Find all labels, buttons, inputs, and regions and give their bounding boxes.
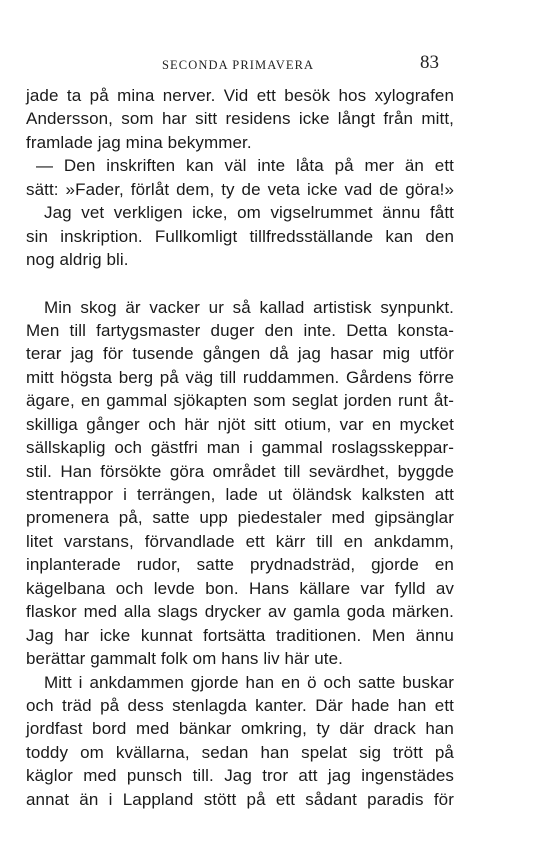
paragraph-gap [26,272,454,296]
text-line: annat än i Lappland stött på ett sådant paradis för [26,789,454,809]
text-line: jade ta på mina nerver. Vid ett besök hos xylografen [26,86,454,105]
text-line: toddy om kvällarna, sedan han spelat sig trött på [26,742,454,762]
paragraph [26,201,454,271]
running-title: SECONDA PRIMAVERA [162,58,315,72]
text-line: litet varstans, förvandlade ett kärr till en ankdamm, [26,531,454,551]
paragraph [26,671,454,812]
text-line: — Den inskriften kan väl inte låta på mer än ett [36,156,454,176]
text-line: skilliga gånger och här njöt sitt otium, var en mycket [26,414,454,434]
text-line: käglor med punsch till. Jag tror att jag ingenstädes [26,766,454,786]
text-line: mitt högsta berg på väg till ruddammen. Gårdens förre [26,367,454,387]
running-head [0,52,536,78]
body-text [26,84,454,811]
text-line: jordfast bord med bänkar omkring, ty där drack han [26,719,454,739]
text-line: ägare, en gammal sjökapten som seglat jorden runt åt- [26,391,454,411]
text-line: sällskaplig och gästfri man i gammal roslagsskeppar- [26,438,454,458]
text-line: inplanterade rudor, satte prydnadsträd, gjorde en [26,555,454,575]
text-line: terar jag för tusende gången då jag hasar mig utför [26,344,454,364]
text-line: berättar gammalt folk om hans liv här ute. [26,649,343,669]
text-line: Jag vet verkligen icke, om vigselrummet ännu fått [44,203,454,223]
text-line: flaskor med alla slags drycker av gamla goda märken. [26,602,454,622]
page-number: 83 [420,52,439,73]
text-line: sin inskription. Fullkomligt tillfredsställande kan den [26,226,454,246]
text-line: stentrappor i terrängen, lade ut öländsk kalksten att [26,485,454,504]
paragraph [26,296,454,671]
paragraph [26,84,454,154]
paragraph [26,154,454,201]
text-line: Mitt i ankdammen gjorde han en ö och satte buskar [44,672,454,692]
text-line: Jag har icke kunnat fortsätta traditionen. Men ännu [26,625,454,645]
text-line: och träd på dess stenlagda kanter. Där hade han ett [26,695,454,715]
text-line: promenera på, satte upp piedestaler med gipsänglar [26,508,454,528]
text-line: nog aldrig bli. [26,250,129,270]
text-line: stil. Han försökte göra området till sevärdhet, byggde [26,461,454,481]
text-line: sätt: »Fader, förlåt dem, ty de veta icke vad de göra!» [26,179,454,199]
text-line: kägelbana och levde bon. Hans källare var fylld av [26,578,454,598]
text-line: Min skog är vacker ur så kallad artistisk synpunkt. [44,297,454,317]
text-line: framlade jag mina bekymmer. [26,132,252,152]
text-line: Andersson, som har sitt residens icke långt från mitt, [26,109,454,129]
text-line: Men till fartygsmaster duger den inte. Detta konsta- [26,320,454,340]
